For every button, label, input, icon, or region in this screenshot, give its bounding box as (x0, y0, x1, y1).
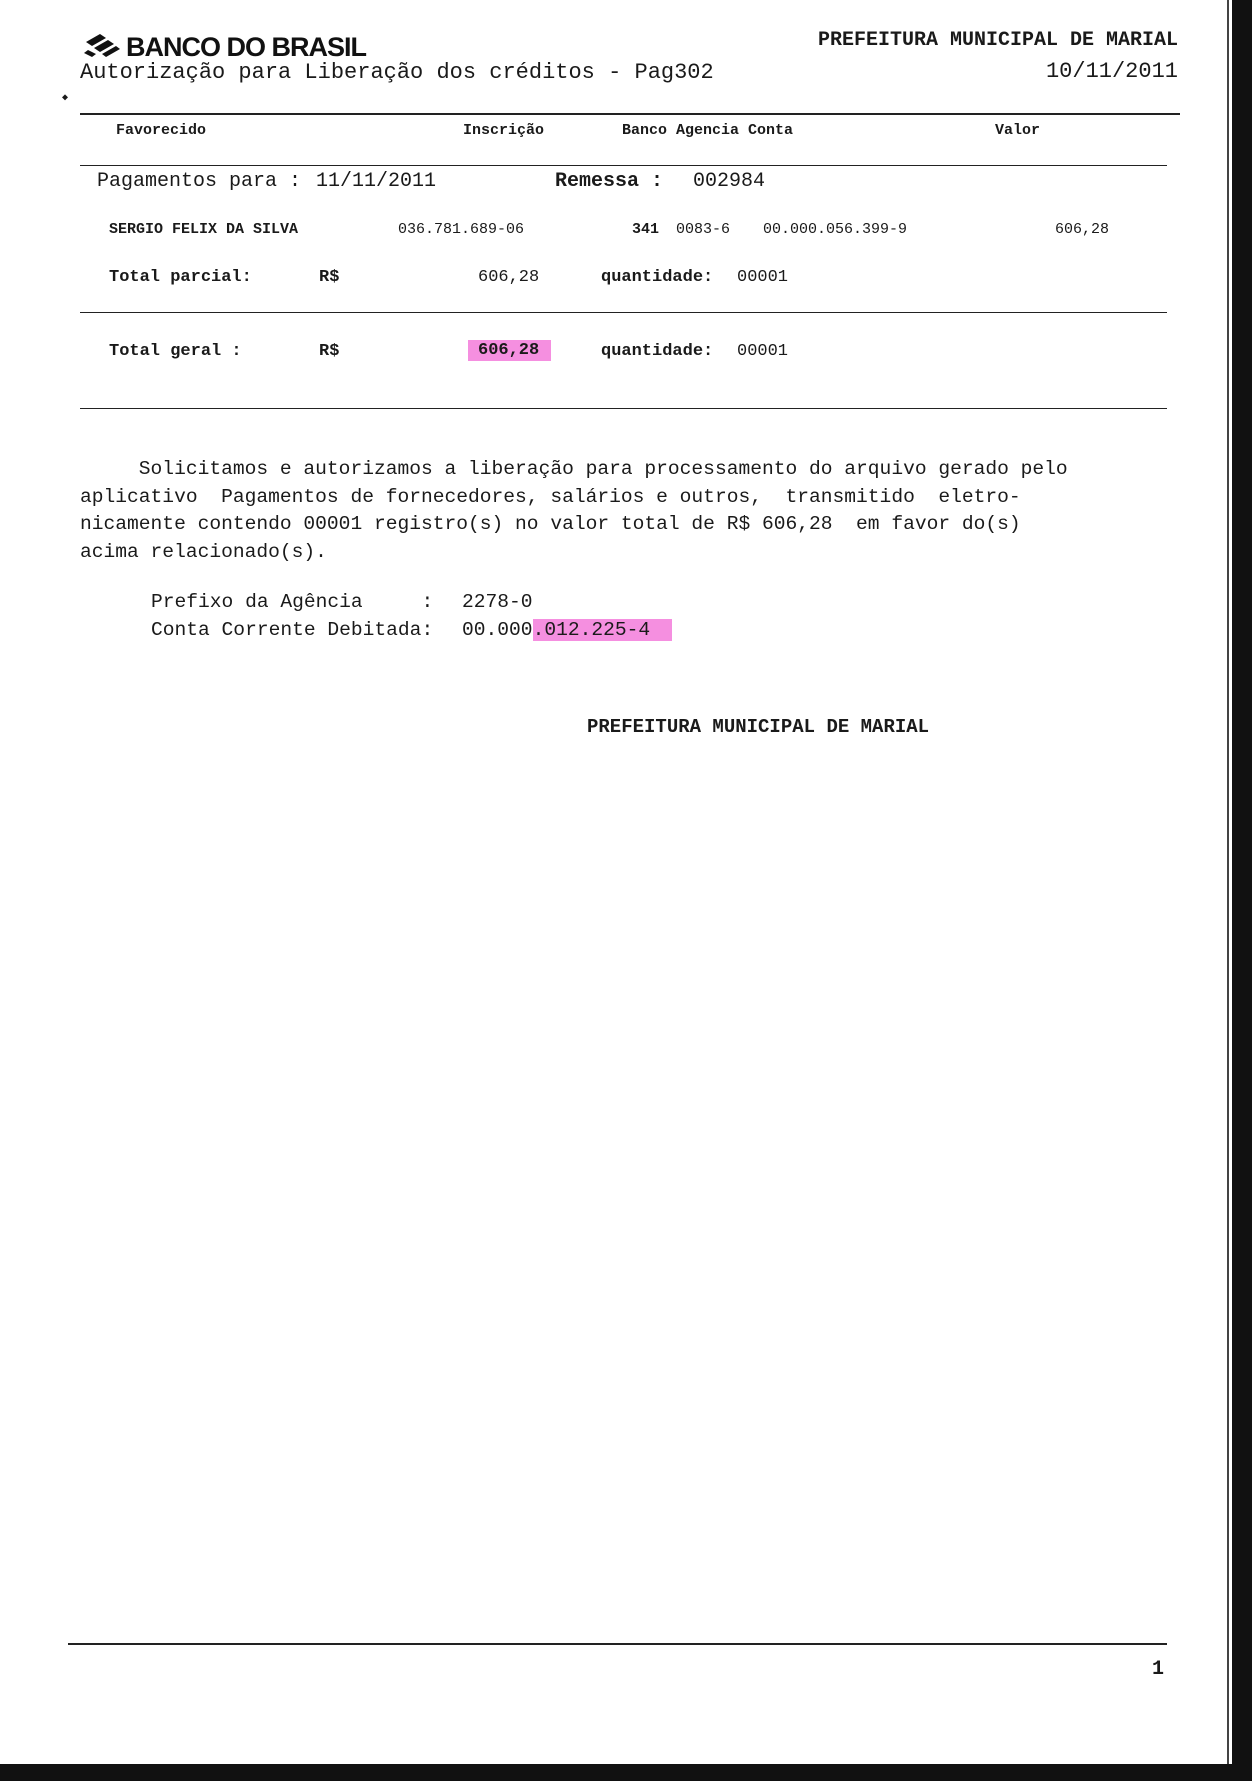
scan-edge-line (1227, 0, 1229, 1781)
general-quantity-label: quantidade: (601, 342, 714, 361)
general-total-value: 606,28 (468, 340, 551, 361)
body-line-1: Solicitamos e autorizamos a liberação para processamento do arquivo gerado pelo (80, 458, 1068, 480)
agency-prefix-value: 2278-0 (462, 591, 533, 613)
body-line-3: nicamente contendo 00001 registro(s) no valor total de R$ 606,28 em favor do(s) (80, 513, 1021, 535)
partial-total-label: Total parcial: (109, 268, 252, 287)
row-agencia: 0083-6 (676, 221, 731, 238)
bank-name: BANCO DO BRASIL (126, 31, 366, 62)
scan-shadow-bottom (0, 1764, 1252, 1781)
bank-logo-icon (82, 32, 122, 62)
debited-account-prefix: 00.000 (462, 619, 533, 641)
remessa-number: 002984 (693, 170, 766, 193)
general-total-rule (80, 408, 1167, 409)
signature-company: PREFEITURA MUNICIPAL DE MARIAL (587, 716, 930, 738)
footer-rule (68, 1643, 1167, 1645)
column-header-rule (80, 165, 1167, 166)
row-valor: 606,28 (1055, 221, 1110, 238)
partial-quantity: 00001 (737, 268, 789, 287)
debited-account-highlighted: .012.225-4 (533, 619, 673, 641)
partial-total-value: 606,28 (478, 268, 540, 287)
row-conta: 00.000.056.399-9 (763, 221, 908, 238)
debited-account-value (462, 619, 672, 641)
body-line-4: acima relacionado(s). (80, 541, 327, 563)
general-total-label: Total geral : (109, 342, 242, 361)
general-quantity: 00001 (737, 342, 789, 361)
partial-total-currency: R$ (319, 268, 340, 287)
payments-label: Pagamentos para : (97, 170, 302, 193)
payments-date: 11/11/2011 (316, 170, 437, 193)
scan-speck: ◆ (62, 93, 69, 104)
row-banco: 341 (632, 221, 660, 238)
page-number: 1 (1152, 1658, 1165, 1681)
general-total-currency: R$ (319, 342, 340, 361)
debited-account-label: Conta Corrente Debitada: (151, 619, 434, 641)
column-header-banco-agencia-conta: Banco Agencia Conta (622, 122, 794, 139)
row-name: SERGIO FELIX DA SILVA (109, 221, 299, 238)
column-header-valor: Valor (995, 122, 1041, 139)
company-name: PREFEITURA MUNICIPAL DE MARIAL (817, 29, 1178, 52)
partial-quantity-label: quantidade: (601, 268, 714, 287)
row-inscricao: 036.781.689-06 (398, 221, 525, 238)
partial-total-rule (80, 312, 1167, 313)
bank-logo (82, 30, 366, 64)
scan-shadow-right (1232, 0, 1252, 1781)
document-title: Autorização para Liberação dos créditos - Pag302 (80, 60, 714, 85)
agency-prefix-label: Prefixo da Agência : (151, 591, 434, 613)
header-rule (80, 113, 1180, 115)
remessa-label: Remessa : (555, 170, 664, 193)
column-header-inscricao: Inscrição (463, 122, 545, 139)
column-header-favorecido: Favorecido (116, 122, 207, 139)
body-line-2: aplicativo Pagamentos de fornecedores, salários e outros, transmitido eletro- (80, 486, 1021, 508)
document-date: 10/11/2011 (1045, 59, 1178, 84)
